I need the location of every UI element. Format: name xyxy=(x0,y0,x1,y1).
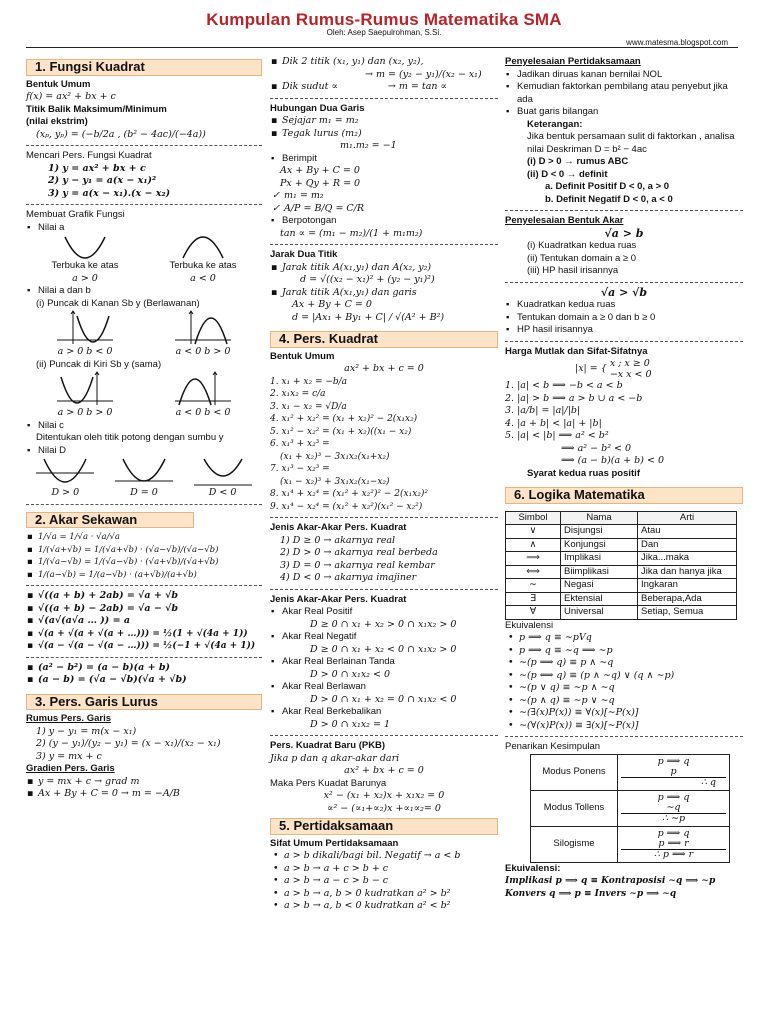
formula-mu6: ⟹ a² − b² < 0 xyxy=(561,442,632,454)
formula-m1: 1) y = ax² + bx + c xyxy=(48,162,146,174)
graph-kiri-up-icon xyxy=(55,371,115,407)
text-berpotongan: ▪ Berpotongan xyxy=(270,215,498,228)
formula-r7b: (x₁ − x₂)³ + 3x₁x₂(x₁−x₂) xyxy=(280,476,390,487)
section-pertidaksamaan: 5. Pertidaksamaan xyxy=(270,818,498,835)
arti-cell: Dan xyxy=(638,538,737,552)
formula-r1: 1. x₁ + x₂ = −b/a xyxy=(270,376,348,387)
divider xyxy=(505,210,743,211)
mutlak-case2: −x x < 0 xyxy=(609,369,652,380)
table-row xyxy=(506,592,737,606)
formula-r6: 6. x₁³ + x₂³ = xyxy=(270,439,330,449)
formula-r4: 4. x₁² + x₂² = (x₁ + x₂)² − 2(x₁x₂) xyxy=(270,414,418,424)
nama-cell: Negasi xyxy=(561,579,638,593)
divider xyxy=(26,657,262,658)
formula-pkb5: ∝² − (∝₁+∝₂)x +∝₁∝₂= 0 xyxy=(327,802,441,814)
text-ab1: ▪ Kuadratkan kedua ruas xyxy=(505,299,743,312)
text-ak2: (ii) Tentukan domain a ≥ 0 xyxy=(527,252,637,264)
text-j2: 2) D > 0 → akarnya real berbeda xyxy=(280,547,438,558)
label-penarikan: Penarikan Kesimpulan xyxy=(505,741,601,752)
arti-cell: Setiap, Semua xyxy=(638,606,737,620)
formula-mu5: 5. |a| < |b| ⟹ a² < b² xyxy=(505,430,609,441)
rule-modus-tollens xyxy=(618,790,730,826)
divider xyxy=(26,504,262,505)
label-pkb: Pers. Kuadrat Baru (PKB) xyxy=(270,740,386,751)
symbol-cell: ∨ xyxy=(506,525,561,539)
text-ket2: (i) D > 0 → rumus ABC xyxy=(527,156,629,167)
divider xyxy=(505,341,743,342)
puncak-kiri-graphs xyxy=(26,371,262,407)
top-divider xyxy=(26,47,738,48)
formula-e6: • ∼(p ∧ q) ≡ ∼p ∨ ∼q xyxy=(505,695,743,708)
arti-cell: Jika...maka xyxy=(638,552,737,566)
mutlak-case1: x ; x ≥ 0 xyxy=(609,358,650,369)
formula-m2: 2) y − y₁ = a(x − x₁)² xyxy=(48,175,157,186)
formula-mu1: 1. |a| < b ⟹ −b < a < b xyxy=(505,380,623,391)
formula-mu3: 3. |a/b| = |a|/|b| xyxy=(505,405,581,416)
formula-akar1: √a > b xyxy=(604,226,644,240)
puncak-kanan-graphs xyxy=(26,310,262,346)
formula-ak2: ▪ 1/(√a+√b) = 1/(√a+√b) · (√a−√b)/(√a−√b) xyxy=(26,544,262,557)
formula-r5: 5. x₁² − x₂² = (x₁ + x₂)((x₁ − x₂) xyxy=(270,426,412,437)
label-gradien: Gradien Pers. Garis xyxy=(26,763,115,774)
divider xyxy=(270,735,498,736)
text-sejajar: ▪ Sejajar m₁ = m₂ xyxy=(270,115,498,128)
label-nilai-c: ▪ Nilai c xyxy=(26,420,262,433)
graph-d-zero-icon xyxy=(113,457,175,487)
label-membuat-grafik: Membuat Grafik Fungsi xyxy=(26,209,125,220)
formula-ak5: ▪ √((a + b) + 2ab) = √a + √b xyxy=(26,590,262,603)
divider xyxy=(26,145,262,146)
label-puncak-kiri: (ii) Puncak di Kiri Sb y (sama) xyxy=(36,358,162,370)
symbol-cell: ∀ xyxy=(506,606,561,620)
table-row xyxy=(506,552,737,566)
graph-kanan-down-icon xyxy=(173,310,233,346)
text-p3: ▪ Buat garis bilangan xyxy=(505,106,743,119)
text-k5: ▪ Akar Real Berkebalikan xyxy=(270,706,498,719)
formula-ak3: ▪ 1/(√a−√b) = 1/(√a−√b) · (√a+√b)/(√a+√b) xyxy=(26,556,262,569)
nama-cell: Biimplikasi xyxy=(561,565,638,579)
puncak-kiri-conds xyxy=(26,407,262,420)
text-sf4: • a > b → a, b > 0 kudratkan a² > b² xyxy=(270,888,498,901)
divider xyxy=(505,282,743,283)
formula-r2: 2. x₁x₂ = c/a xyxy=(270,389,326,399)
text-p1: ▪ Jadikan diruas kanan bernilai NOL xyxy=(505,69,743,82)
label-penyelesaian: Penyelesaian Pertidaksamaan xyxy=(505,56,641,67)
puncak-kanan-conds xyxy=(26,346,262,359)
formula-e5: • ∼(p ∨ q) ≡ ∼p ∧ ∼q xyxy=(505,682,743,695)
label-bentuk-umum: Bentuk Umum xyxy=(26,78,91,90)
cond-kanan-b: a < 0 b > 0 xyxy=(175,346,231,357)
graph-kiri-down-icon xyxy=(173,371,233,407)
formula-k1: D ≥ 0 ∩ x₁ + x₂ > 0 ∩ x₁x₂ > 0 xyxy=(310,618,457,630)
column-3 xyxy=(505,56,743,900)
row-silogisme xyxy=(531,826,730,862)
divider xyxy=(270,517,498,518)
nama-cell: Ektensial xyxy=(561,592,638,606)
row-modus-ponens xyxy=(531,754,730,790)
cond-d-pos: D > 0 xyxy=(51,487,80,498)
symbol-cell: ∃ xyxy=(506,592,561,606)
formula-jarak1: d = √((x₂ − x₁)² + (y₂ − y₁)²) xyxy=(300,274,435,285)
label-rumus-garis: Rumus Pers. Garis xyxy=(26,713,112,724)
formula-r3: 3. x₁ − x₂ = √D/a xyxy=(270,401,347,412)
formula-ak4: ▪ 1/(a−√b) = 1/(a−√b) · (a+√b)/(a+√b) xyxy=(26,569,262,582)
label-mutlak: Harga Mutlak dan Sifat-Sifatnya xyxy=(505,345,648,357)
cond-d-neg: D < 0 xyxy=(208,487,237,498)
page-title: Kumpulan Rumus-Rumus Matematika SMA xyxy=(206,10,562,29)
text-ket4: a. Definit Positif D < 0, a > 0 xyxy=(545,181,670,192)
text-ab3: ▪ HP hasil irisannya xyxy=(505,324,743,337)
parabola-up-icon xyxy=(60,234,110,260)
column-1 xyxy=(26,56,262,801)
formula-ak10: ▪ (a² − b²) = (a − b)(a + b) xyxy=(26,662,262,675)
text-ket3: (ii) D < 0 → definit xyxy=(527,168,608,180)
text-j4: 4) D < 0 → akarnya imajiner xyxy=(280,572,417,583)
formula-mu7: ⟹ (a − b)(a + b) < 0 xyxy=(561,455,664,466)
formula-e7: • ∼(∃(x)P(x)) ≡ ∀(x)[∼P(x)] xyxy=(505,707,743,720)
mt-line3: ∴ ∼p xyxy=(661,812,686,824)
text-syarat: Syarat kedua ruas positif xyxy=(527,467,640,479)
graph-d-pos-icon xyxy=(34,457,96,487)
logic-table-body xyxy=(506,525,737,620)
text-konvers: Konvers q ⟹ p ≡ Invers ∼p ⟹ ∼q xyxy=(505,888,677,899)
inference-table xyxy=(530,754,730,863)
author: Oleh: Asep Saepulrohman, S.Si. xyxy=(326,28,442,37)
symbol-cell: ∼ xyxy=(506,579,561,593)
mutlak-lhs: |x| = { xyxy=(575,362,607,374)
text-k4: ▪ Akar Real Berlawan xyxy=(270,681,498,694)
label-sifat-umum: Sifat Umum Pertidaksamaan xyxy=(270,837,399,849)
formula-mu2: 2. |a| > b ⟹ a > b ∪ a < −b xyxy=(505,392,643,404)
formula-ak9: ▪ √(a − √(a − √(a − …))) = ½(−1 + √(4a + 1)) xyxy=(26,640,262,653)
si-line3: ∴ p ⟹ r xyxy=(653,848,694,860)
discriminant-graphs xyxy=(26,457,262,487)
label-jarak: Jarak Dua Titik xyxy=(270,249,338,260)
name-modus-ponens: Modus Ponens xyxy=(531,754,618,790)
arti-cell: Atau xyxy=(638,525,737,539)
formula-dik2: → m = (y₂ − y₁)/(x₂ − x₁) xyxy=(365,68,482,80)
formula-ak7: ▪ √(a√(a√a … )) = a xyxy=(26,615,262,628)
formula-bi2: Px + Qy + R = 0 xyxy=(280,177,361,189)
discriminant-labels xyxy=(26,487,262,500)
label-jenis-akar-1: Jenis Akar-Akar Pers. Kuadrat xyxy=(270,522,407,533)
formula-r6b: (x₁ + x₂)³ − 3x₁x₂(x₁+x₂) xyxy=(280,451,390,462)
mp-line3: ∴ q xyxy=(700,776,716,788)
formula-dik-sudut: → m = tan ∝ xyxy=(387,81,447,92)
formula-ak11: ▪ (a − b) = (√a − √b)(√a + √b) xyxy=(26,674,262,687)
cond-a-pos: a > 0 xyxy=(72,272,98,284)
row-dik-sudut xyxy=(270,81,498,94)
divider xyxy=(270,98,498,99)
arti-cell: Beberapa,Ada xyxy=(638,592,737,606)
mutlak-cases xyxy=(610,358,652,380)
text-tegak: ▪ Tegak lurus (m₂) xyxy=(270,128,498,141)
th-nama: Nama xyxy=(561,511,638,525)
text-k2: ▪ Akar Real Negatif xyxy=(270,631,498,644)
formula-pk: ax² + bx + c = 0 xyxy=(344,363,424,374)
arti-cell: Ingkaran xyxy=(638,579,737,593)
nama-cell: Disjungsi xyxy=(561,525,638,539)
text-sf5: • a > b → a, b < 0 kudratkan a² < b² xyxy=(270,900,498,913)
th-simbol: Simbol xyxy=(506,511,561,525)
formula-ak8: ▪ √(a + √(a + √(a + …))) = ½(1 + √(4a + 1)) xyxy=(26,628,262,641)
formula-tan: tan ∝ = (m₁ − m₂)/(1 + m₁m₂) xyxy=(280,227,423,239)
formula-g2: 2) (y − y₁)/(y₂ − y₁) = (x − x₁)/(x₂ − x₁) xyxy=(36,738,221,749)
label-titik-balik: Titik Balik Maksimum/Minimum xyxy=(26,103,167,115)
formula-g3: 3) y = mx + c xyxy=(36,750,102,762)
text-dik2: ▪ Dik 2 titik (x₁, y₁) dan (x₂, y₂), xyxy=(270,56,498,69)
cond-kiri-b: a < 0 b < 0 xyxy=(175,407,231,418)
mutlak-definition xyxy=(505,358,743,380)
formula-k2: D ≥ 0 ∩ x₁ + x₂ < 0 ∩ x₁x₂ > 0 xyxy=(310,643,457,655)
formula-r8: 8. x₁⁴ + x₂⁴ = (x₁² + x₂²)² − 2(x₁x₂)² xyxy=(270,489,429,499)
cond-a-neg: a < 0 xyxy=(190,272,216,284)
label-nilai-a: ▪ Nilai a xyxy=(26,222,262,235)
table-row xyxy=(506,525,737,539)
formula-akar2: √a > √b xyxy=(600,285,648,299)
divider xyxy=(270,244,498,245)
label-puncak-kanan: (i) Puncak di Kanan Sb y (Berlawanan) xyxy=(36,297,200,309)
formula-pkb4: x² − (x₁ + x₂)x + x₁x₂ = 0 xyxy=(323,790,445,801)
formula-g1: 1) y − y₁ = m(x − x₁) xyxy=(36,725,137,737)
formula-bi3: ✓ m₁ = m₂ xyxy=(270,190,498,203)
formula-k3: D > 0 ∩ x₁x₂ < 0 xyxy=(310,668,391,680)
logic-table xyxy=(505,511,737,620)
mp-line2: p xyxy=(621,767,726,778)
formula-mu4: 4. |a + b| < |a| + |b| xyxy=(505,417,602,429)
symbol-cell: ⟹ xyxy=(506,552,561,566)
label-hubungan: Hubungan Dua Garis xyxy=(270,102,365,114)
text-dik-sudut: ▪ Dik sudut ∝ xyxy=(270,81,338,94)
label-akar: Penyelesaian Bentuk Akar xyxy=(505,215,624,226)
divider xyxy=(505,736,743,737)
formula-e8: • ∼(∀(x)P(x)) ≡ ∃(x)[∼P(x)] xyxy=(505,720,743,733)
row-modus-tollens xyxy=(531,790,730,826)
parabola-a-labels xyxy=(26,260,262,273)
formula-jarak2: d = |Ax₁ + By₁ + C| / √(A² + B²) xyxy=(292,311,445,323)
text-k3: ▪ Akar Real Berlainan Tanda xyxy=(270,656,498,669)
label-jenis-akar-2: Jenis Akar-Akar Pers. Kuadrat xyxy=(270,593,407,605)
formula-e4: • ∼(p ⟺ q) ≡ (p ∧ ∼q) ∨ (q ∧ ∼p) xyxy=(505,670,743,683)
table-header-row xyxy=(506,511,737,525)
formula-r9: 9. x₁⁴ − x₂⁴ = (x₁² + x₂²)(x₁² − x₂²) xyxy=(270,501,423,512)
text-implikasi: Implikasi p ⟹ q ≡ Kontraposisi ∼q ⟹ ∼p xyxy=(505,876,716,886)
text-ket5: b. Definit Negatif D < 0, a < 0 xyxy=(545,193,673,205)
symbol-cell: ⟺ xyxy=(506,565,561,579)
divider xyxy=(270,589,498,590)
formula-fx: f(x) = ax² + bx + c xyxy=(26,91,116,102)
text-sf3: • a > b → a − c > b − c xyxy=(270,875,498,888)
table-row xyxy=(506,606,737,620)
text-c-desc: Ditentukan oleh titik potong dengan sumbu y xyxy=(36,432,224,443)
cond-d-zero: D = 0 xyxy=(130,487,158,498)
formula-gr2: ▪ Ax + By + C = 0 → m = −A/B xyxy=(26,788,262,801)
formula-bi1: Ax + By + C = 0 xyxy=(280,165,360,176)
formula-jarak2-eq: Ax + By + C = 0 xyxy=(292,299,372,310)
parabola-down-icon xyxy=(178,234,228,260)
name-modus-tollens: Modus Tollens xyxy=(531,790,618,826)
section-fungsi-kuadrat: 1. Fungsi Kuadrat xyxy=(26,59,262,76)
formula-e1: • p ⟹ q ≡ ∼pVq xyxy=(505,632,743,645)
name-silogisme: Silogisme xyxy=(531,826,618,862)
text-ket1: Jika bentuk persamaan sulit di faktorkan , analisa nilai Deskriman D = b² − 4ac xyxy=(527,131,735,155)
formula-k4: D > 0 ∩ x₁ + x₂ = 0 ∩ x₁x₂ < 0 xyxy=(310,693,457,705)
table-row xyxy=(506,538,737,552)
parabola-a-graphs xyxy=(26,234,262,260)
website: www.matesma.blogspot.com xyxy=(626,38,728,47)
label-bentuk-umum-2: Bentuk Umum xyxy=(270,350,335,362)
th-arti: Arti xyxy=(638,511,737,525)
nama-cell: Implikasi xyxy=(561,552,638,566)
text-sf2: • a > b → a + c > b + c xyxy=(270,863,498,876)
divider xyxy=(26,204,262,205)
graph-kanan-up-icon xyxy=(55,310,115,346)
text-berimpit: ▪ Berimpit xyxy=(270,153,498,166)
text-jarak2: ▪ Jarak titik A(x₁,y₁) dan garis xyxy=(270,287,498,300)
formula-ak6: ▪ √((a + b) − 2ab) = √a − √b xyxy=(26,603,262,616)
mp-line1: p ⟹ q xyxy=(657,755,690,767)
formula-r7: 7. x₁³ − x₂³ = xyxy=(270,464,330,474)
formula-tegak: m₁.m₂ = −1 xyxy=(340,140,397,151)
formula-bi4: ✓ A/P = B/Q = C/R xyxy=(270,203,498,216)
nama-cell: Universal xyxy=(561,606,638,620)
formula-gr1: ▪ y = mx + c → grad m xyxy=(26,776,262,789)
label-keterangan: Keterangan: xyxy=(527,118,583,130)
label-terbuka-atas: Terbuka ke atas xyxy=(51,260,119,271)
text-pkb3: Maka Pers Kuadat Barunya xyxy=(270,777,387,789)
section-akar-sekawan: 2. Akar Sekawan xyxy=(26,512,194,529)
label-nilai-ekstrim: (nilai ekstrim) xyxy=(26,116,88,127)
mt-line2: ∼q xyxy=(621,803,726,814)
si-line2: p ⟹ r xyxy=(621,839,726,850)
parabola-a-conds xyxy=(26,273,262,286)
section-garis-lurus: 3. Pers. Garis Lurus xyxy=(26,694,262,711)
arti-cell: Jika dan hanya jika xyxy=(638,565,737,579)
label-nilai-ab: ▪ Nilai a dan b xyxy=(26,285,262,298)
cond-kanan-a: a > 0 b < 0 xyxy=(57,346,113,357)
text-p2: ▪ Kemudian faktorkan pembilang atau penyebut jika ada xyxy=(505,81,743,106)
text-k1: ▪ Akar Real Positif xyxy=(270,606,498,619)
rule-silogisme xyxy=(618,826,730,862)
symbol-cell: ∧ xyxy=(506,538,561,552)
text-j3: 3) D = 0 → akarnya real kembar xyxy=(280,559,435,571)
mt-line1: p ⟹ q xyxy=(657,791,690,803)
formula-pkb2: ax² + bx + c = 0 xyxy=(344,765,424,776)
section-pers-kuadrat: 4. Pers. Kuadrat xyxy=(270,331,498,348)
table-row xyxy=(506,579,737,593)
graph-d-neg-icon xyxy=(192,457,254,487)
cond-kiri-a: a > 0 b > 0 xyxy=(57,407,113,418)
formula-e2: • p ⟹ q ≡ ∼q ⟹ ∼p xyxy=(505,645,743,658)
label-mencari: Mencari Pers. Fungsi Kuadrat xyxy=(26,150,152,161)
formula-vertex: (xₚ, yₚ) = (−b/2a , (b² − 4ac)/(−4a)) xyxy=(36,128,206,140)
text-ab2: ▪ Tentukan domain a ≥ 0 dan b ≥ 0 xyxy=(505,312,743,325)
formula-k5: D > 0 ∩ x₁x₂ = 1 xyxy=(310,718,391,730)
table-row xyxy=(506,565,737,579)
formula-e3: • ∼(p ⟹ q) ≡ p ∧ ∼q xyxy=(505,657,743,670)
formula-ak1: ▪ 1/√a = 1/√a · √a/√a xyxy=(26,531,262,544)
label-nilai-d: ▪ Nilai D xyxy=(26,445,262,458)
label-terbuka-bawah: Terbuka ke atas xyxy=(169,260,237,271)
formula-m3: 3) y = a(x − x₁).(x − x₂) xyxy=(48,187,171,199)
text-j1: 1) D ≥ 0 → akarnya real xyxy=(280,534,396,546)
text-ak3: (iii) HP hasil irisannya xyxy=(527,265,619,276)
text-jarak1: ▪ Jarak titik A(x₁,y₁) dan A(x₂, y₂) xyxy=(270,262,498,275)
si-line1: p ⟹ q xyxy=(657,827,690,839)
section-logika: 6. Logika Matematika xyxy=(505,487,743,504)
text-pkb1: Jika p dan q akar-akar dari xyxy=(270,752,400,764)
column-2 xyxy=(270,56,498,913)
nama-cell: Konjungsi xyxy=(561,538,638,552)
rule-modus-ponens xyxy=(618,754,730,790)
divider xyxy=(26,585,262,586)
text-ak1: (i) Kuadratkan kedua ruas xyxy=(527,240,637,251)
text-sf1: • a > b dikali/bagi bil. Negatif → a < b xyxy=(270,850,498,863)
label-ekuivalensi-2: Ekuivalensi: xyxy=(505,862,561,874)
label-ekuivalensi: Ekuivalensi xyxy=(505,619,554,631)
